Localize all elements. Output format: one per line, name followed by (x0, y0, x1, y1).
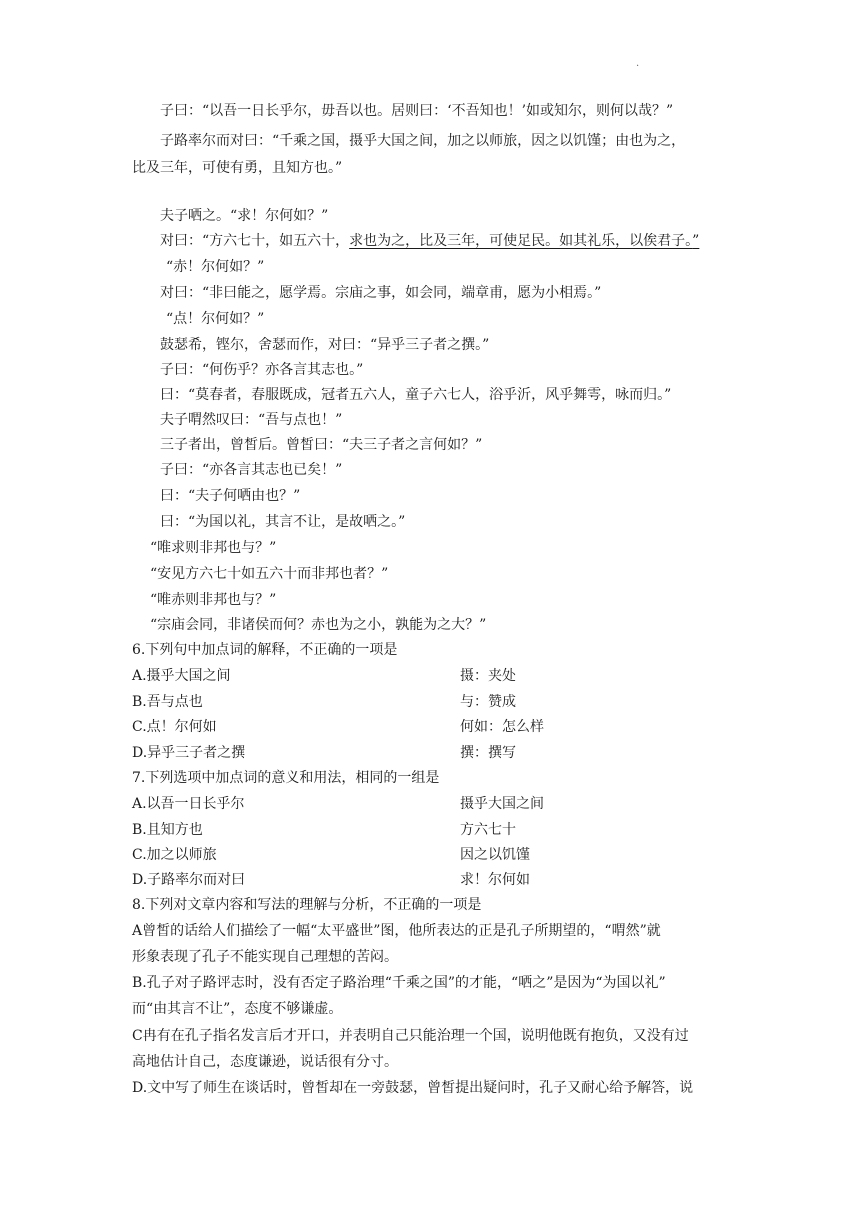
q6-option-c-gloss: 何如：怎么样 (460, 719, 544, 735)
passage-line-1: 子曰：“以吾一日长乎尔，毋吾以也。居则曰：‘不吾知也！’如或知尔，则何以哉？” (160, 103, 674, 119)
q8-line-3: B.孔子对子路评志时，没有否定子路治理“千乘之国”的才能，“哂之”是因为“为国以礼” (132, 975, 666, 991)
q7-option-a-compare: 摄乎大国之间 (460, 796, 544, 812)
q7-option-c-compare: 因之以饥馑 (460, 847, 530, 863)
passage-line-16: 曰：“为国以礼，其言不让，是故哂之。” (160, 514, 406, 530)
q7-option-b (132, 817, 732, 843)
passage-line-5-close: ” (692, 233, 700, 249)
passage-line-2: 子路率尔而对曰：“千乘之国，摄乎大国之间，加之以师旅，因之以饥馑；由也为之， (160, 133, 686, 149)
q6-option-d (132, 740, 732, 766)
q7-option-c (132, 842, 732, 868)
passage-line-7: 对曰：“非曰能之，愿学焉。宗庙之事，如会同，端章甫，愿为小相焉。” (160, 285, 602, 301)
q8-line-6: 高地估计自己，态度谦逊，说话很有分寸。 (132, 1054, 398, 1070)
q6-option-a-gloss: 摄：夹处 (460, 668, 516, 684)
q7-option-c-text: C.加之以师旅 (132, 847, 217, 863)
corner-mark: . (636, 58, 640, 69)
q7-option-d (132, 867, 732, 893)
question-8-stem: 8.下列对文章内容和写法的理解与分析，不正确的一项是 (132, 897, 482, 913)
q6-option-c (132, 714, 732, 740)
q6-option-b-text: B.吾与点也 (132, 694, 203, 710)
q7-option-d-compare: 求！尔何如 (460, 872, 530, 888)
question-7-stem: 7.下列选项中加点词的意义和用法，相同的一组是 (132, 770, 440, 786)
q6-option-b-gloss: 与：赞成 (460, 694, 516, 710)
passage-line-19: “唯赤则非邦也与？” (150, 592, 277, 608)
q8-line-2: 形象表现了孔子不能实现自己理想的苦闷。 (132, 949, 398, 965)
passage-line-3: 比及三年，可使有勇，且知方也。” (132, 160, 343, 176)
passage-line-9: 鼓瑟希，铿尔，舍瑟而作，对曰：“异乎三子者之撰。” (160, 337, 490, 353)
q7-option-a-text: A.以吾一日长乎尔 (132, 796, 245, 812)
underlined-sentence: 求也为之，比及三年，可使足民。如其礼乐，以俟君子。 (349, 233, 693, 249)
q7-option-b-text: B.且知方也 (132, 822, 203, 838)
passage-line-15: 曰：“夫子何哂由也？” (160, 488, 301, 504)
q7-option-a (132, 791, 732, 817)
q6-option-d-text: D.异乎三子者之撰 (132, 745, 246, 761)
passage-line-5 (160, 228, 699, 254)
q6-option-c-text: C.点！尔何如 (132, 719, 217, 735)
passage-line-14: 子曰：“亦各言其志也已矣！” (160, 462, 343, 478)
q6-option-b (132, 689, 732, 715)
q7-option-b-compare: 方六七十 (460, 822, 516, 838)
q8-line-7: D.文中写了师生在谈话时，曾皙却在一旁鼓瑟，曾皙提出疑问时，孔子又耐心给予解答，说 (132, 1080, 694, 1096)
passage-line-12: 夫子喟然叹曰：“吾与点也！” (160, 412, 343, 428)
passage-line-10: 子曰：“何伤乎？亦各言其志也。” (160, 362, 364, 378)
passage-line-6: “赤！尔何如？” (166, 259, 265, 275)
passage-line-20: “宗庙会同，非诸侯而何？赤也为之小，孰能为之大？” (150, 617, 487, 633)
passage-line-5-lead: 对曰：“方六七十，如五六十， (160, 233, 350, 249)
question-6-stem: 6.下列句中加点词的解释，不正确的一项是 (132, 642, 398, 658)
passage-line-8: “点！尔何如？” (166, 311, 265, 327)
passage-line-4: 夫子哂之。“求！尔何如？” (160, 208, 329, 224)
passage-line-13: 三子者出，曾皙后。曾皙曰：“夫三子者之言何如？” (160, 437, 483, 453)
q7-option-d-text: D.子路率尔而对曰 (132, 872, 246, 888)
passage-line-17: “唯求则非邦也与？” (150, 540, 277, 556)
q6-option-d-gloss: 撰：撰写 (460, 745, 516, 761)
q6-option-a (132, 663, 732, 689)
passage-line-11: 曰：“莫春者，春服既成，冠者五六人，童子六七人，浴乎沂，风乎舞雩，咏而归。” (160, 387, 672, 403)
q8-line-1: A曾皙的话给人们描绘了一幅“太平盛世”图，他所表达的正是孔子所期望的，“喟然”就 (132, 923, 661, 939)
passage-line-18: “安见方六七十如五六十而非邦也者？” (150, 566, 389, 582)
q6-option-a-text: A.摄乎大国之间 (132, 668, 231, 684)
q8-line-5: C冉有在孔子指名发言后才开口，并表明自己只能治理一个国，说明他既有抱负，又没有过 (132, 1028, 689, 1044)
q8-line-4: 而“由其言不让”，态度不够谦虚。 (132, 1001, 343, 1017)
